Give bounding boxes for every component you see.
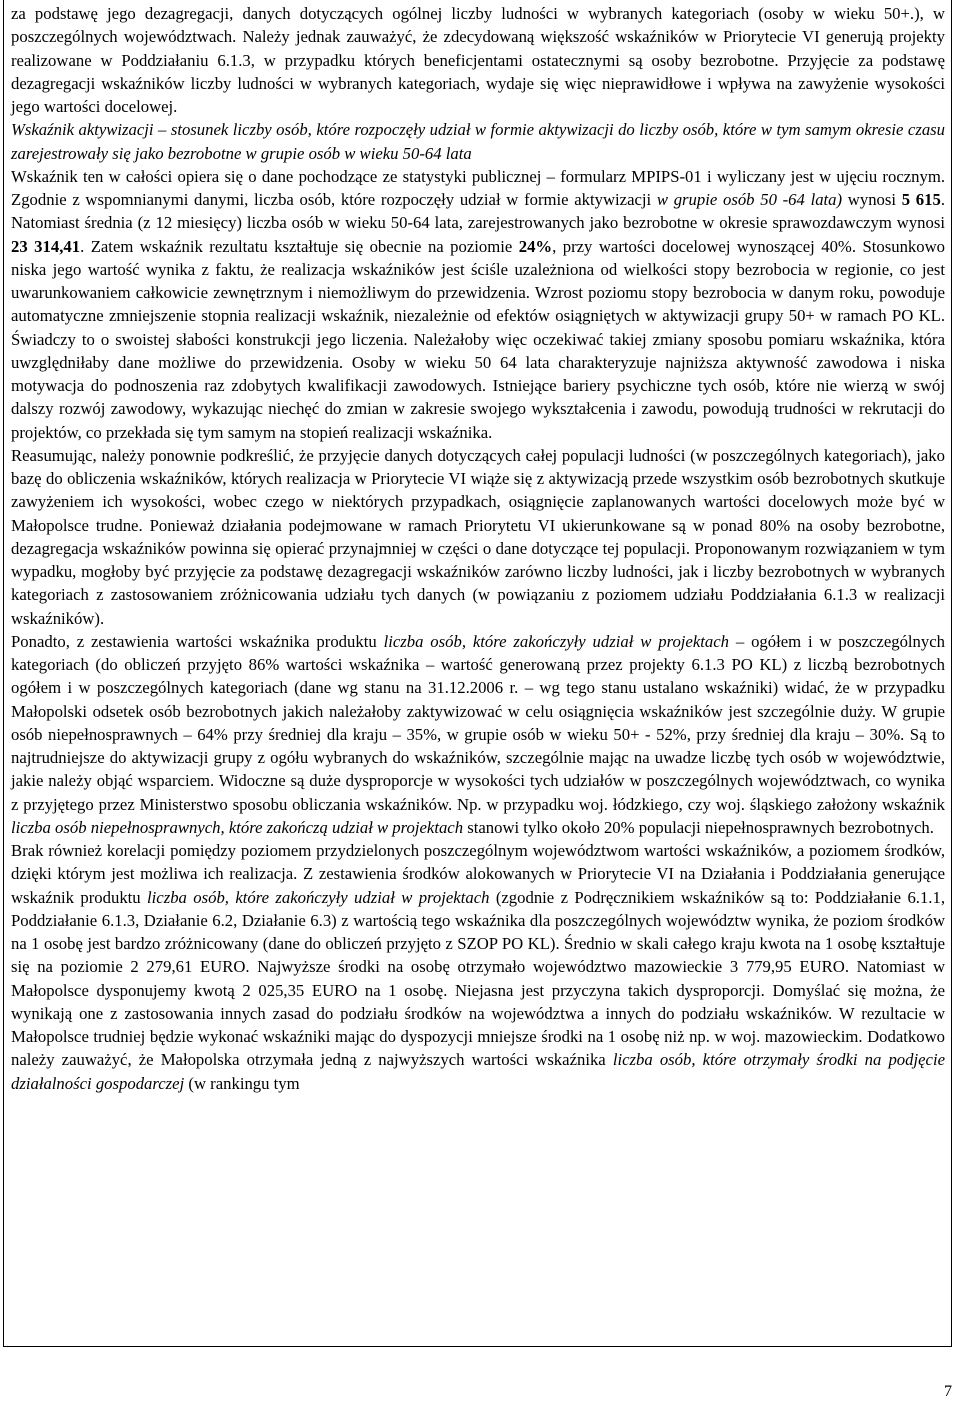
text-run: Wskaźnik aktywizacji – stosunek liczby osób, które rozpoczęły udział w formie aktywizacji do liczby osób, które w tym samym okresie czasu zarejestrowały się jako bezrobotne w grupie osób w wieku 50-64 lata bbox=[11, 120, 945, 163]
paragraph-reasumujac bbox=[11, 444, 945, 630]
paragraph-brak-korelacji bbox=[11, 839, 945, 1095]
text-run: stanowi tylko około 20% populacji niepełnosprawnych bezrobotnych. bbox=[463, 817, 934, 837]
text-run: (w rankingu tym bbox=[184, 1073, 300, 1093]
text-run: liczba osób, które otrzymały środki na podjęcie działalności gospodarczej bbox=[11, 1050, 945, 1093]
paragraph-ponadto bbox=[11, 630, 945, 839]
page-number: 7 bbox=[944, 1383, 952, 1400]
text-run: w grupie osób 50 -64 lata) bbox=[656, 190, 843, 209]
text-run: . Zatem wskaźnik rezultatu kształtuje się obecnie na poziomie bbox=[80, 236, 519, 256]
text-run: Wskaźnik ten w całości opiera się o dane pochodzące ze statystyki publicznej – formularz MPIPS-01 i wyliczany jest w ujęciu rocznym. Zgodnie z wspomnianymi danymi, liczba osób, które rozpoczęły udział w formie aktywizacji bbox=[11, 166, 945, 209]
text-run: (zgodnie z Podręcznikiem wskaźników są to: Poddziałanie 6.1.1, Poddziałanie 6.1.3, Działanie 6.2, Działanie 6.3) z wartością tego wskaźnika dla poszczególnych województw wynika, że poziom środków na 1 osobę jest bardzo zróżnicowany (dane do obliczeń przyjęto z SZOP PO KL). Średnio w skali całego kraju kwota na 1 osobę kształtuje się na poziomie 2 279,61 EURO. Najwyższe środki na osobę otrzymało województwo mazowieckie 3 779,95 EURO. Natomiast w Małopolsce dysponujemy kwotą 2 025,35 EURO na 1 osobę. Niejasna jest przyczyna takich dysproporcji. Domyślać się można, że wynikają one z zastosowania innych zasad do podziału środków na województwa a innych do podziału wskaźników. W rezultacie w Małopolsce trudniej będzie wykonać wskaźniki mając do dyspozycji mniejsze środki na 1 osobę niż np. w woj. mazowieckim. Dodatkowo należy zauważyć, że Małopolska otrzymała jedną z najwyższych wartości wskaźnika bbox=[11, 887, 945, 1070]
text-run: liczba osób, które zakończyły udział w projektach bbox=[147, 887, 490, 907]
paragraph-wskaznik-aktywizacji bbox=[11, 165, 945, 444]
text-run: Reasumując, należy ponownie podkreślić, że przyjęcie danych dotyczących całej populacji ludności (w poszczególnych kategoriach), jako bazę do obliczenia wskaźników, których realizacja w Priorytecie VI wiąże się z aktywizacją przede wszystkim osób bezrobotnych skutkuje zawyżeniem ich wysokości, wobec czego w niektórych przypadkach, osiągnięcie zaplanowanych wartości docelowych może być w Małopolsce trudne. Ponieważ działania podejmowane w ramach Priorytetu VI ukierunkowane są w ponad 80% na osoby bezrobotne, dezagregacja wskaźników powinna się opierać przynajmniej w części o dane dotyczące tej populacji. Proponowanym rozwiązaniem w tym wypadku, mogłoby być przyjęcie za podstawę dezagregacji wskaźników zarówno liczby ludności, jak i liczby bezrobotnych w wybranych kategoriach z zastosowaniem zróżnicowania udziału tych danych (w powiązaniu z poziomem udziału Poddziałania 6.1.3 w realizacji wskaźników). bbox=[11, 445, 945, 628]
text-run: , przy wartości docelowej wynoszącej 40%. Stosunkowo niska jego wartość wynika z faktu, że realizacja wskaźników jest ściśle uzależniona od wielkości stopy bezrobocia w regionie, co jest uwarunkowaniem całkowicie zewnętrznym i niemożliwym do przewidzenia. Wzrost poziomu stopy bezrobocia w danym roku, powoduje automatyczne zmniejszenie stopnia realizacji wskaźnik, niezależnie od efektów osiągniętych w aktywizacji grupy 50+ w ramach PO KL. Świadczy to o swoistej słabości konstrukcji jego liczenia. Należałoby więc oczekiwać takiej zmiany sposobu pomiaru wskaźnika, która uwzględniłaby dane możliwe do przewidzenia. Osoby w wieku 50 64 lata charakteryzuje najniższa aktywność zawodowa i niska motywacja do podnoszenia raz zdobytych kwalifikacji zawodowych. Istniejące bariery psychiczne tych osób, które nie wierzą w swój dalszy rozwój zawodowy, wykazując niechęć do zmian w zakresie swojego wykształcenia i zawodu, powodują trudności w rekrutacji do projektów, co przekłada się tym samym na stopień realizacji wskaźnika. bbox=[11, 236, 946, 442]
text-run: wynosi bbox=[842, 190, 902, 209]
paragraph-dezagregacja-intro bbox=[11, 2, 945, 118]
text-run: liczba osób niepełnosprawnych, które zakończą udział w projektach bbox=[11, 817, 464, 837]
text-run: – ogółem i w poszczególnych kategoriach (do obliczeń przyjęto 86% wartości wskaźnika – wartość generowaną przez projekty 6.1.3 PO KL) z liczbą bezrobotnych ogółem i w poszczególnych kategoriach (dane wg stanu na 31.12.2006 r. – wg tego stanu ustalano wskaźniki) widać, że w przypadku Małopolski odsetek osób bezrobotnych jakich należałoby zaktywizować w celu osiągnięcia wskaźników jest szczególnie duży. W grupie osób niepełnosprawnych – 64% przy średniej dla kraju – 35%, w grupie osób w wieku 50+ - 52%, przy średniej dla kraju – 30%. Są to najtrudniejsze do aktywizacji grupy z ogółu wybranych do wskaźników, szczególnie mając na uwadze liczbę tych osób w województwie, jakie należy objąć wsparciem. Widoczne są duże dysproporcje w wysokości tych udziałów w poszczególnych województwach, co wynika z przyjętego przez Ministerstwo sposobu obliczania wskaźników. Np. w przypadku woj. łódzkiego, czy woj. śląskiego założony wskaźnik bbox=[11, 631, 945, 814]
text-run: liczba osób, które zakończyły udział w projektach bbox=[383, 631, 729, 651]
text-run: 24% bbox=[518, 236, 553, 256]
text-run: Ponadto, z zestawienia wartości wskaźnika produktu bbox=[11, 631, 384, 651]
text-run: . Natomiast średnia (z 12 miesięcy) liczba osób w wieku 50-64 lata, zarejestrowanych jako bezrobotne w okresie sprawozdawczym wynosi bbox=[11, 190, 945, 233]
text-run: 5 615 bbox=[901, 190, 941, 209]
text-run: Brak również korelacji pomiędzy poziomem przydzielonych poszczególnym województwom wartości wskaźników, a poziomem środków, dzięki którym jest możliwa ich realizacja. Z zestawienia środków alokowanych w Priorytecie VI na Działania i Poddziałania generujące wskaźnik produktu bbox=[11, 841, 945, 907]
page-text-frame bbox=[3, 0, 952, 1347]
paragraph-definicja-wskaznika bbox=[11, 118, 945, 165]
text-run: 23 314,41 bbox=[11, 236, 81, 256]
text-run: za podstawę jego dezagregacji, danych dotyczących ogólnej liczby ludności w wybranych kategoriach (osoby w wieku 50+.), w poszczególnych województwach. Należy jednak zauważyć, że zdecydowaną większość wskaźników w Priorytecie VI generują projekty realizowane w Poddziałaniu 6.1.3, w przypadku których beneficjentami ostatecznymi są osoby bezrobotne. Przyjęcie za podstawę dezagregacji wskaźników liczby ludności w wybranych kategoriach, wydaje się więc nieprawidłowe i wpływa na zawyżenie wysokości jego wartości docelowej. bbox=[11, 4, 945, 116]
